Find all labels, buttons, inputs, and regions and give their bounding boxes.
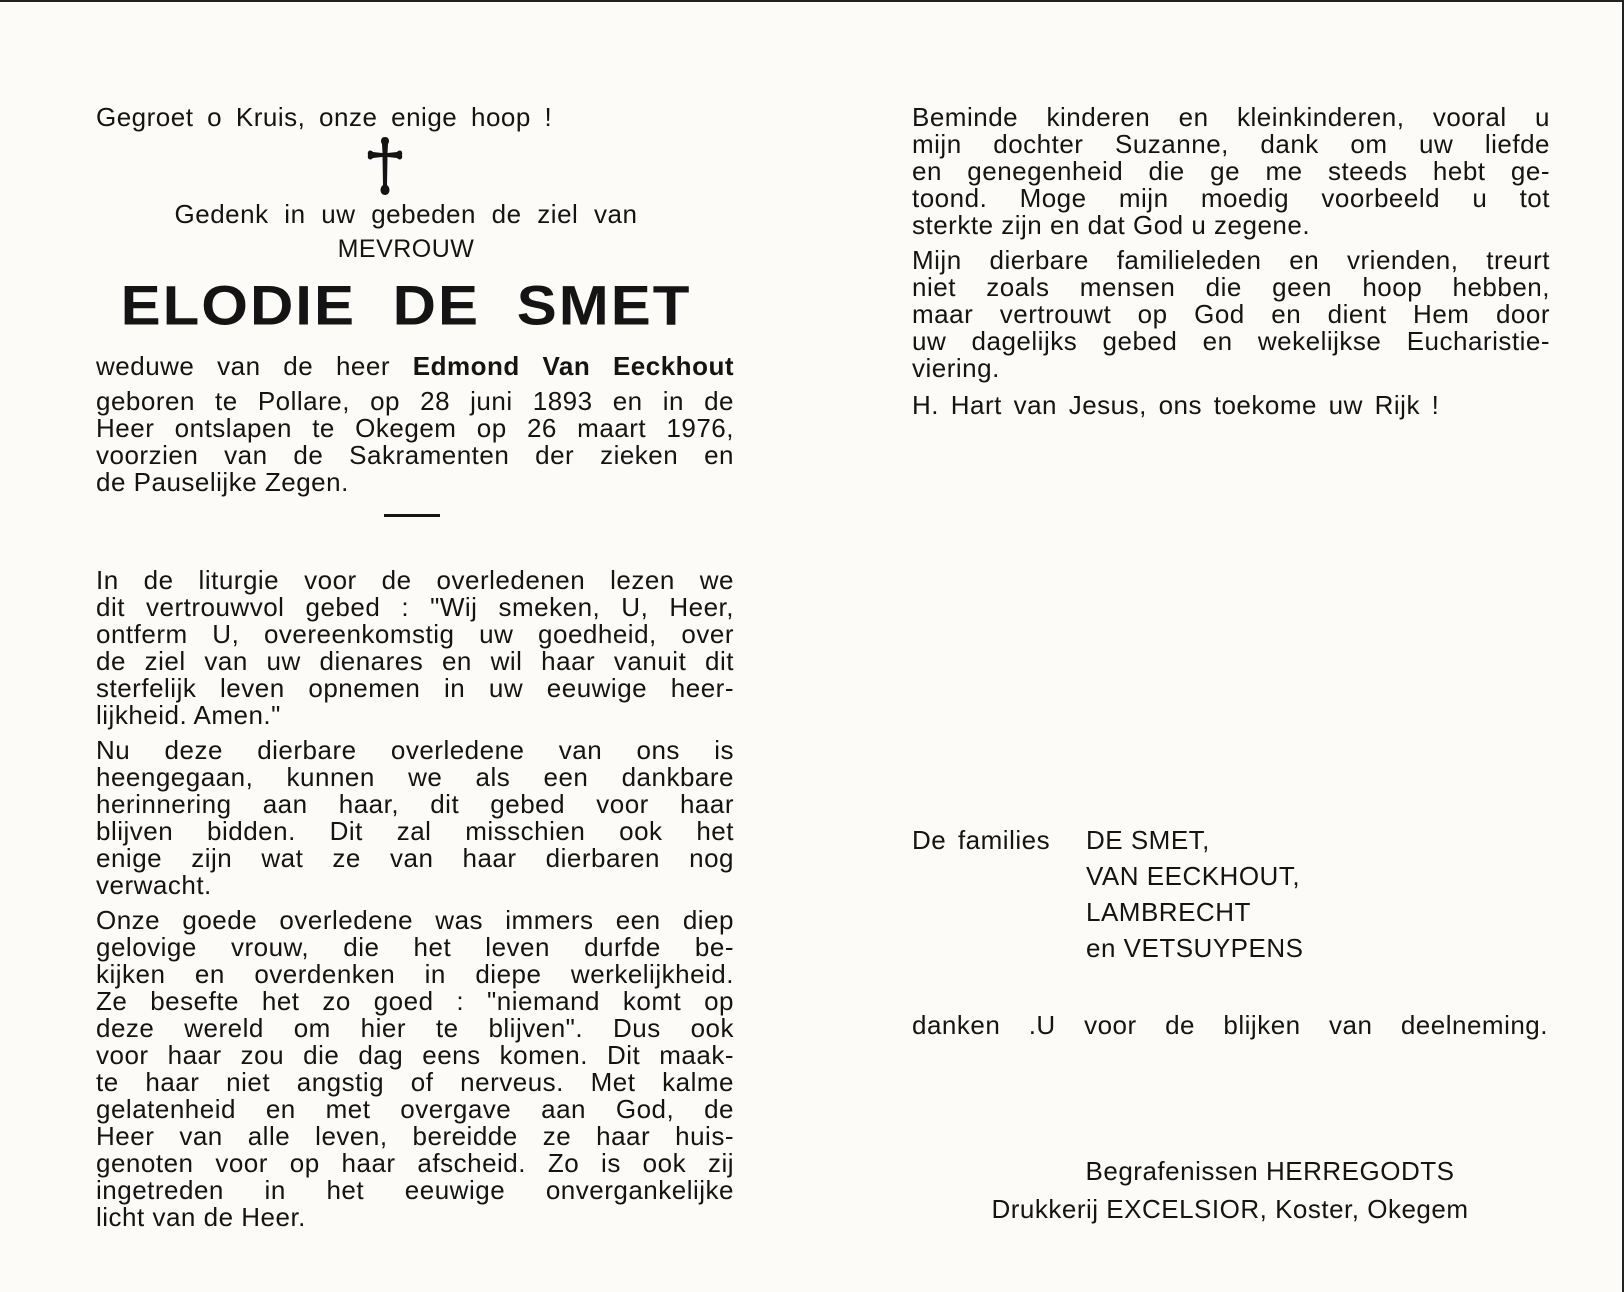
text-line: sterkte zijn en dat God u zegene. <box>912 210 1311 240</box>
text-line: herinnering aan haar, dit gebed voor haar <box>96 789 734 819</box>
right-column <box>912 104 1550 419</box>
text-line: sterfelijk leven opnemen in uw eeuwige heer- <box>96 673 734 703</box>
text-line: maar vertrouwt op God en dient Hem door <box>912 299 1550 329</box>
text-line: gelatenheid en met overgave aan God, de <box>96 1094 734 1124</box>
text-line: de ziel van uw dienares en wil haar vanuit dit <box>96 646 734 676</box>
left-column <box>96 104 734 1231</box>
dates-line: Heer ontslapen te Okegem op 26 maart 1976, <box>96 413 734 443</box>
text-line: toond. Moge mijn moedig voorbeeld u tot <box>912 183 1550 213</box>
dates-paragraph <box>96 388 734 496</box>
text-line: genoten voor op haar afscheid. Zo is ook zij <box>96 1148 734 1178</box>
liturgy-paragraph <box>96 567 734 729</box>
text-line: te haar niet angstig of nerveus. Met kalme <box>96 1067 734 1097</box>
text-line: niet zoals mensen die geen hoop hebben, <box>912 272 1550 302</box>
text-line: Ze besefte het zo goed : "niemand komt op <box>96 986 734 1016</box>
text-line: uw dagelijks gebed en wekelijkse Eucharistie- <box>912 326 1550 356</box>
dates-line: geboren te Pollare, op 28 juni 1893 en in de <box>96 386 734 416</box>
text-line: en genegenheid die ge me steeds hebt ge- <box>912 156 1550 186</box>
text-line: In de liturgie voor de overledenen lezen we <box>96 565 734 595</box>
greeting: Gegroet o Kruis, onze enige hoop ! <box>96 102 553 132</box>
text-line: Nu deze dierbare overledene van ons is <box>96 735 734 765</box>
text-line: ingetreden in het eeuwige onvergankelijke <box>96 1175 734 1205</box>
undertaker-line: Begrafenissen HERREGODTS <box>1085 1156 1455 1186</box>
family-name: VAN EECKHOUT, <box>1086 861 1301 891</box>
text-line: Heer van alle leven, bereidde ze haar huis- <box>96 1121 734 1151</box>
deceased-name: ELODIE DE SMET <box>120 274 692 337</box>
text-line: Beminde kinderen en kleinkinderen, vooral u <box>912 102 1550 132</box>
text-line: mijn dochter Suzanne, dank om uw liefde <box>912 129 1550 159</box>
text-line: licht van de Heer. <box>96 1202 306 1232</box>
family-name: LAMBRECHT <box>1086 897 1251 927</box>
widow-prefix: weduwe van de heer <box>96 351 390 381</box>
text-line: heengegaan, kunnen we als een dankbare <box>96 762 734 792</box>
families-label: De families <box>912 825 1051 855</box>
text-line: enige zijn wat ze van haar dierbaren nog <box>96 843 734 873</box>
widow-line <box>96 353 734 380</box>
printer-credits <box>956 1152 1504 1228</box>
remember-line: Gedenk in uw gebeden de ziel van <box>174 199 638 229</box>
text-line: Onze goede overledene was immers een diep <box>96 905 734 935</box>
family-paragraph <box>912 247 1550 382</box>
text-line: verwacht. <box>96 870 212 900</box>
husband-name: Edmond Van Eeckhout <box>412 351 734 381</box>
text-line: Mijn dierbare familieleden en vrienden, treurt <box>912 245 1550 275</box>
printer-line: Drukkerij EXCELSIOR, Koster, Okegem <box>991 1194 1469 1224</box>
text-line: viering. <box>912 353 1000 383</box>
cross-icon-wrap <box>66 135 704 201</box>
text-line: dit vertrouwvol gebed : "Wij smeken, U, Heer, <box>96 592 734 622</box>
children-paragraph <box>912 104 1550 239</box>
title-mevrouw: MEVROUW <box>337 235 475 263</box>
text-line: lijkheid. Amen." <box>96 700 281 730</box>
text-line: gelovige vrouw, die het leven durfde be- <box>96 932 734 962</box>
divider <box>384 514 440 517</box>
prayer-paragraph <box>96 737 734 899</box>
text-line: ontferm U, overeenkomstig uw goedheid, over <box>96 619 734 649</box>
text-line: kijken en overdenken in diepe werkelijkheid. <box>96 959 734 989</box>
dates-line: voorzien van de Sakramenten der zieken en <box>96 440 734 470</box>
text-line: deze wereld om hier te blijven". Dus ook <box>96 1013 734 1043</box>
closing-invocation: H. Hart van Jesus, ons toekome uw Rijk ! <box>912 390 1440 420</box>
text-line: blijven bidden. Dit zal misschien ook het <box>96 816 734 846</box>
family-name: en VETSUYPENS <box>1086 933 1304 963</box>
dates-line: de Pauselijke Zegen. <box>96 467 349 497</box>
text-line: voor haar zou die dag eens komen. Dit maak- <box>96 1040 734 1070</box>
cross-icon <box>365 135 405 197</box>
family-name: DE SMET, <box>1086 825 1210 855</box>
thanks-line: danken .U voor de blijken van deelneming. <box>912 1010 1548 1040</box>
faith-paragraph <box>96 907 734 1231</box>
